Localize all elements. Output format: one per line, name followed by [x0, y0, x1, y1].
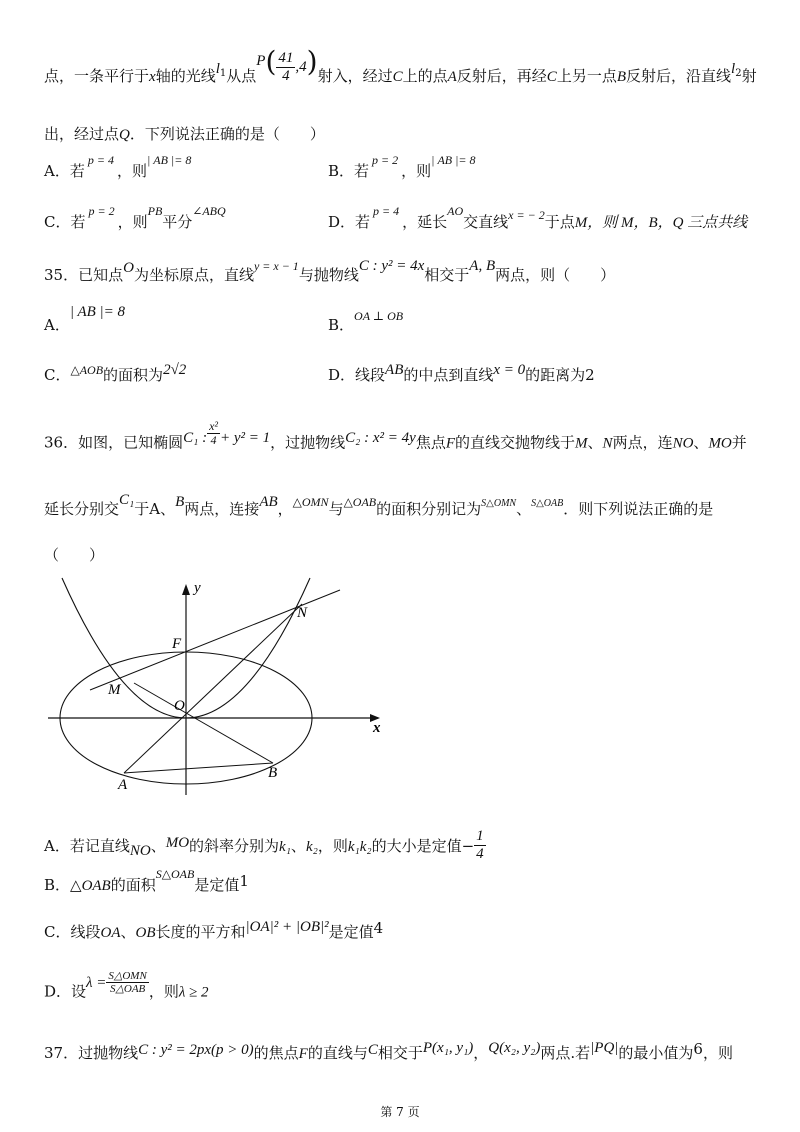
q34-option-a: A．若$^{p = 4}$，则$^{| AB |= 8}$	[44, 153, 192, 180]
point-p-fraction: $\frac{41}{4}$	[278, 50, 294, 84]
q34-option-b: B．若$^{p = 2}$，则$^{| AB |= 8}$	[328, 153, 476, 180]
label-x: x	[373, 720, 381, 736]
q36-answer-bracket: （ ）	[44, 546, 105, 564]
q34-line2: 出，经过点Q．下列说法正确的是（ ）	[44, 125, 325, 143]
q35-stem: 35．已知点O为坐标原点，直线$^{y = x - 1}$与抛物线C : y² = 4x相交于A, B两点，则（ ）	[44, 258, 616, 284]
q37-stem: 37．过抛物线C : y² = 2px(p > 0)的焦点F的直线与C相交于P(x₁, y₁)，Q(x₂, y₂)两点.若|PQ|的最小值为6，则	[44, 1040, 733, 1062]
label-b: B	[268, 765, 278, 781]
q36-option-c: C．线段OA、OB长度的平方和|OA|² + |OB|²是定值4	[44, 919, 384, 941]
ellipse-fraction: $\frac{\text{x²}}{4}$	[209, 419, 218, 448]
label-y: y	[194, 580, 201, 596]
line-m-o-b	[134, 683, 273, 763]
q36-stem-line2: 延长分别交C₁于A、B两点，连接AB，$^{\triangle OMN}$与$^{\triangle OAB}$的面积分别记为$^{S\triangle OMN}$、$^{S\triangle OAB}$．则下列说法正确的是	[44, 492, 714, 518]
q34-line1: 点，一条平行于x轴的光线$l^1$从点P( $\frac{41}{4}$ ,4)射入，经过C上的点A反射后，再经C上另一点B反射后，沿直线$l^2$射	[44, 45, 757, 85]
y-axis-arrow	[182, 584, 190, 595]
page-footer: 第 7 页	[380, 1105, 420, 1119]
slope-product-fraction: $\frac{1}{4}$	[476, 828, 484, 862]
q36-stem-line1: 36．如图，已知椭圆C₁ : $\frac{\text{x²}}{4}$ + y² = 1，过抛物线C₂ : x² = 4y焦点F的直线交抛物线于M、N两点，连NO、MO并	[44, 419, 747, 452]
q35-option-c: C．$^{\triangle AOB}$的面积为2√2	[44, 362, 187, 384]
label-n: N	[297, 605, 308, 621]
q34-option-c: C．若$^{p = 2}$，则$^{PB}$平分$^{\angle ABQ}$	[44, 204, 226, 231]
q35-option-b: B．$^{OA \perp OB}$	[328, 309, 404, 334]
q35-option-a: A．| AB |= 8	[44, 304, 126, 334]
q36-option-a: A．若记直线NO、MO的斜率分别为k₁、k₂，则k₁k₂的大小是定值− $\frac{1}{4}$	[44, 828, 484, 862]
q34-option-d: D．若$^{p = 4}$，延长$^{AO}$交直线$^{x = - 2}$于点M，则 M，B，Q 三点共线	[328, 204, 748, 231]
segment-ab	[124, 763, 273, 773]
line-n-o-a	[124, 604, 302, 773]
label-o: O	[174, 698, 185, 714]
label-m: M	[108, 682, 121, 698]
q36-option-d: D．设λ = $\frac{\text{S△OMN}}{\text{S△OAB}}$ ，则λ ≥ 2	[44, 970, 209, 1001]
q36-figure	[40, 570, 390, 800]
lambda-fraction: $\frac{\text{S△OMN}}{\text{S△OAB}}$	[108, 970, 147, 996]
label-a: A	[118, 777, 128, 793]
q35-option-d: D．线段AB的中点到直线x = 0的距离为2	[328, 362, 595, 384]
q36-option-b: B．△OAB的面积$^{S\triangle OAB}$是定值1	[44, 867, 249, 894]
label-f: F	[172, 636, 182, 652]
